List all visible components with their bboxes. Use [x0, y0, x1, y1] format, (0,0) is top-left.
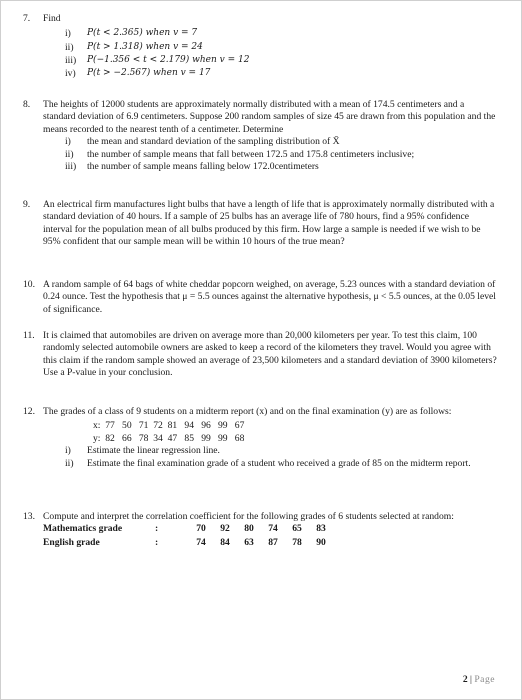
sub-item	[65, 54, 497, 67]
grade-cell: 63	[244, 536, 254, 548]
row-colon: :	[155, 523, 159, 535]
question-number: 13.	[23, 511, 35, 522]
grade-cell: 92	[220, 523, 230, 535]
question-number: 8.	[23, 99, 31, 110]
row-colon: :	[155, 536, 159, 548]
sub-item	[65, 136, 497, 148]
sub-item-expression: P(t > −2.567) when v = 17	[87, 68, 211, 79]
question-text: An electrical firm manufactures light bulbs that have a length of life that is approximately normally distributed with a standard deviation of 40 hours. If a sample of 25 bulbs has an average life of 780 hours, find a 95% confidence interval for the population mean of all bulbs produced by this firm. How large a sample is needed if we wish to be 95% confident that our sample mean will be within 10 hours of the true mean?	[43, 199, 495, 248]
sub-item-expression: P(−1.356 < t < 2.179) when v = 12	[87, 54, 250, 65]
question-text: The grades of a class of 9 students on a midterm report (x) and on the final examination (y) are as follows:	[43, 406, 452, 417]
sub-item-label: ii)	[65, 457, 74, 469]
question-text: The heights of 12000 students are approximately normally distributed with a mean of 174.5 centimeters and a standard deviation of 6.9 centimeters. Suppose 200 random samples of size 45 are drawn from this population and the means recorded to the nearest tenth of a centimeter. Determine	[43, 99, 496, 135]
question-number: 10.	[23, 279, 35, 290]
page-word: Page	[474, 674, 495, 685]
row-label: Mathematics grade	[43, 523, 123, 535]
sub-item-text: the number of sample means that fall between 172.5 and 175.8 centimeters inclusive;	[87, 148, 415, 160]
sub-item-text: the number of sample means falling below 172.0centimeters	[87, 161, 319, 173]
table-row	[43, 523, 333, 536]
question-8	[23, 99, 497, 173]
sub-item	[65, 67, 497, 80]
table-row	[43, 537, 333, 550]
sub-item	[65, 161, 497, 173]
question-text: A random sample of 64 bags of white cheddar popcorn weighed, on average, 5.23 ounces with a standard deviation of 0.24 ounce. Test the hypothesis that μ = 5.5 ounces against the alternative hypothesis, μ < 5.5 ounces, at the 0.05 level of significance.	[43, 279, 496, 315]
sub-item-label: ii)	[65, 41, 74, 53]
question-text: Compute and interpret the correlation coefficient for the following grades of 6 students selected at random:	[43, 511, 454, 522]
sub-item-label: iii)	[65, 54, 77, 66]
question-number: 7.	[23, 13, 31, 24]
question-number: 12.	[23, 406, 35, 417]
grade-cell: 83	[316, 523, 326, 535]
question-12	[23, 406, 497, 470]
row-label: English grade	[43, 536, 100, 548]
sub-item-expression: P(t < 2.365) when v = 7	[87, 28, 198, 39]
sub-item-text: the mean and standard deviation of the sampling distribution of X̄	[87, 136, 340, 148]
question-13	[23, 511, 497, 550]
page-number: 2	[462, 674, 468, 685]
question-7	[23, 13, 497, 80]
grade-cell: 87	[268, 536, 278, 548]
question-10	[23, 279, 497, 316]
page-footer	[463, 674, 495, 685]
sub-item-label: iii)	[65, 161, 77, 173]
grade-cell: 80	[244, 523, 254, 535]
question-number: 9.	[23, 199, 31, 210]
grade-cell: 84	[220, 536, 230, 548]
grade-cell: 65	[292, 523, 302, 535]
grade-cell: 90	[316, 536, 326, 548]
question-11	[23, 330, 497, 380]
sub-item-label: ii)	[65, 148, 74, 160]
x-values-row: x: 77 50 71 72 81 94 96 99 67	[93, 420, 245, 432]
sub-item-label: i)	[65, 136, 71, 148]
sub-item-label: i)	[65, 28, 71, 40]
sub-item-text: Estimate the final examination grade of a student who received a grade of 85 on the midterm report.	[87, 457, 471, 469]
sub-item	[65, 149, 497, 161]
sub-item-text: Estimate the linear regression line.	[87, 445, 220, 457]
grade-cell: 74	[268, 523, 278, 535]
grade-cell: 78	[292, 536, 302, 548]
y-values-row: y: 82 66 78 34 47 85 99 99 68	[93, 432, 245, 444]
sub-item	[65, 458, 497, 470]
sub-item-expression: P(t > 1.318) when v = 24	[87, 41, 203, 52]
grade-cell: 74	[196, 536, 206, 548]
grades-table	[43, 523, 333, 550]
sub-item	[65, 27, 497, 40]
sub-item-label: i)	[65, 445, 71, 457]
question-number: 11.	[23, 330, 35, 341]
grade-cell: 70	[196, 523, 206, 535]
question-title: Find	[43, 13, 61, 24]
page-separator: |	[467, 674, 475, 685]
question-text: It is claimed that automobiles are driven on average more than 20,000 kilometers per year. To test this claim, 100 randomly selected automobile owners are asked to keep a record of the kilometers they travel. Would you agree with this claim if the random sample showed an average of 23,500 kilometers and a standard deviation of 3900 kilometers? Use a P-value in your conclusion.	[43, 330, 497, 379]
question-9	[23, 199, 497, 249]
sub-item	[65, 41, 497, 54]
sub-item	[65, 445, 497, 457]
sub-item-label: iv)	[65, 68, 76, 80]
